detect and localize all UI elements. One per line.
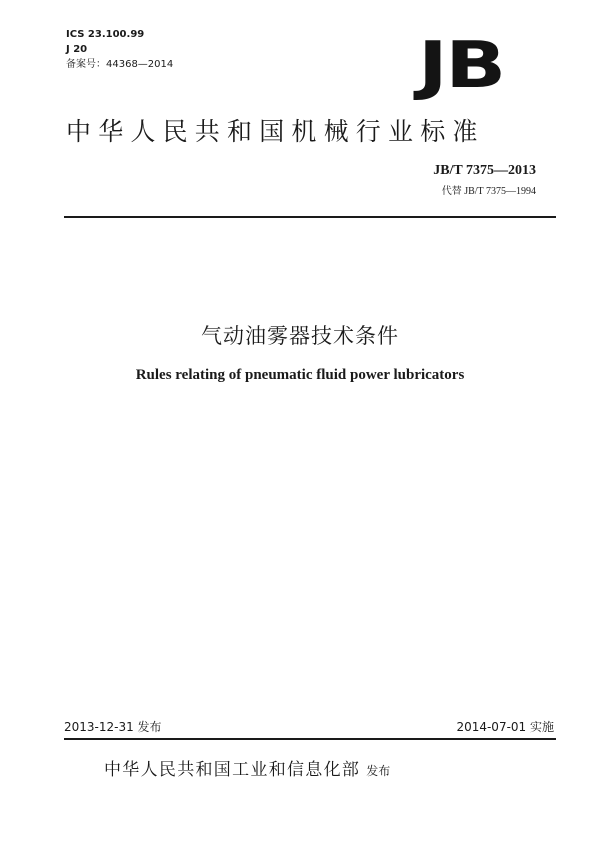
- ccs-code: J 20: [66, 44, 88, 55]
- standard-code-text: JB/T 7375—2013: [433, 163, 536, 178]
- english-title: Rules relating of pneumatic fluid power lubricators: [135, 367, 465, 383]
- issuer-name: 中华人民共和国工业和信息化部: [104, 760, 361, 780]
- record-number: 备案号：44368—2014: [66, 59, 174, 70]
- standard-category-title: 中华人民共和国机械行业标准: [66, 117, 485, 146]
- issuer: [104, 755, 390, 780]
- implementation-date: 2014-07-01 实施: [456, 720, 554, 734]
- jb-logo: JB: [418, 29, 504, 103]
- issue-date: 2013-12-31 发布: [64, 720, 162, 734]
- standard-code: [433, 163, 536, 179]
- top-divider: [64, 216, 556, 218]
- bottom-divider: [64, 738, 556, 740]
- ics-code: ICS 23.100.99: [66, 29, 145, 40]
- issuer-suffix: 发布: [366, 764, 391, 778]
- replaces-note: 代替 JB/T 7375—1994: [441, 186, 536, 197]
- chinese-title: 气动油雾器技术条件: [201, 324, 399, 348]
